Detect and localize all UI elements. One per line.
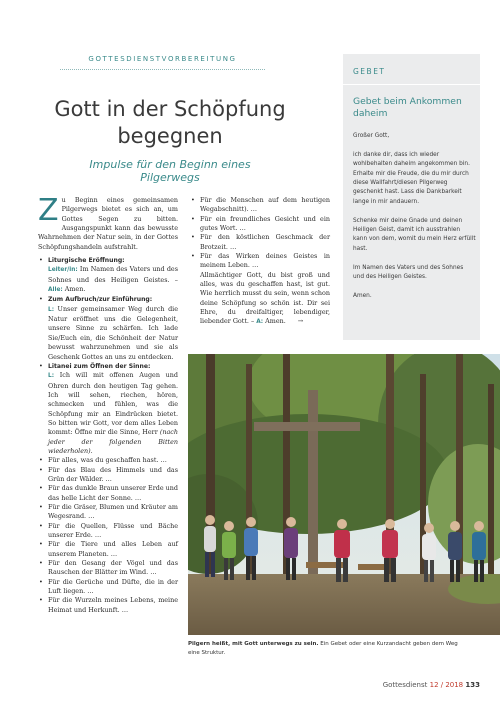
- intro-text: u Beginn eines gemeinsamen Pilgerwegs bietet es sich an, um Gottes Segen zu bitten. Ausgangspunkt kann das bewusste Wahrnehmen der Natur sein, in der Gottes Schöpfungshandeln aufstrahlt.: [38, 196, 178, 251]
- continue-arrow-icon: →: [297, 317, 304, 326]
- bullet-text: Für die Quellen, Flüsse und Bäche unserer Erde. …: [48, 521, 178, 540]
- list-item: • Für die Menschen auf dem heutigen Wegabschnitt). …: [191, 196, 330, 214]
- prayer-paragraph: Schenke mir deine Gnade und deinen Heiligen Geist, damit ich ausstrahlen kann von dem, womit du mein Herz erfüllt hast.: [353, 217, 476, 252]
- list-item: • Litanei zum Öffnen der Sinne: L: Ich will mit offenen Augen und Ohren durch den heutigen Tag gehen. Ich will sehen, riechen, hören, schmecken und fühlen, was die Schöpfung mir an Eindrücken bietet. So bitten wir Gott, vor dem alles Leben kommt: Öffne mir die Sinne, Herr (nach jeder der folgenden Bitten wiederholen).: [39, 361, 178, 455]
- bullet-text: Für die Gräser, Blumen und Kräuter am Wegesrand. …: [48, 503, 178, 521]
- closing-text: Allmächtiger Gott, du bist groß und alles, was du geschaffen hast, ist gut. Wie herrlich musst du sein, wenn schon deine Schöpfung so schön ist. Dir sei Ehre, du dreifaltiger, lebendiger, liebender Gott. –: [200, 270, 330, 326]
- bullet-text: Für ein freundliches Gesicht und ein gutes Wort. …: [200, 214, 330, 233]
- bullet-text: Für das dunkle Braun unserer Erde und das helle Licht der Sonne. …: [48, 484, 178, 502]
- article-title: [45, 96, 295, 150]
- bullet-text: Für den Gesang der Vögel und das Rauschen der Blätter im Wind. …: [48, 559, 178, 577]
- list-item: • Für ein freundliches Gesicht und ein gutes Wort. …: [191, 214, 330, 233]
- issue-number: 12 / 2018: [429, 681, 464, 689]
- prayer-paragraph: Großer Gott,: [353, 133, 390, 139]
- list-item: • Für die Quellen, Flüsse und Bäche unserer Erde. …: [39, 521, 178, 540]
- list-item: • Liturgische Eröffnung: Leiter/in: Im Namen des Vaters und des Sohnes und des Heiligen Geistes. – Alle: Amen.: [39, 256, 178, 294]
- drop-cap: Z: [38, 193, 59, 228]
- page-footer: [370, 681, 480, 689]
- bullet-text: Für die Tiere und alles Leben auf unserem Planeten. …: [48, 540, 178, 558]
- bullet-text: Für das Blau des Himmels und das Grün der Wälder. …: [48, 465, 178, 483]
- list-item: • Für den köstlichen Geschmack der Brotzeit. …: [191, 233, 330, 251]
- prayer-paragraph: Amen.: [353, 292, 372, 299]
- caption-bold: Pilgern heißt, mit Gott unterwegs zu sein.: [188, 641, 319, 647]
- list-item: • Für das Wirken deines Geistes in meinem Leben. …: [191, 252, 330, 270]
- item-heading: Liturgische Eröffnung:: [48, 257, 125, 265]
- item-italic-note: (nach jeder der folgenden Bitten wiederholen).: [48, 428, 178, 455]
- list-item: • Für die Gerüche und Düfte, die in der Luft liegen. …: [39, 577, 178, 596]
- item-heading: Zum Aufbruch/zur Einführung:: [48, 296, 153, 304]
- bullet-text: Für die Menschen auf dem heutigen Wegabschnitt). …: [200, 196, 330, 214]
- list-item: • Für alles, was du geschaffen hast. …: [39, 456, 167, 465]
- prayer-paragraph: ich danke dir, dass ich wieder wohlbehalten daheim angekommen bin. Erhalte mir die Freude, die du mir durch diese Wallfahrt/diesen Pilgerweg geschenkt hast. Lass die Dankbarkeit lange in mir andauern.: [353, 151, 470, 205]
- item-text: Unser gemeinsamer Weg durch die Natur eröffnet uns die Gelegenheit, unsere Sinne zu schärfen. Ich lade Sie/Euch ein, die Schönheit der Natur bewusst wahrzunehmen und sie als Geschenk Gottes an uns zu entdecken.: [48, 304, 178, 361]
- item-text: Ich will mit offenen Augen und Ohren durch den heutigen Tag gehen. Ich will sehen, riechen, hören, schmecken und fühlen, was die Schöpfung mir an Eindrücken bietet. So bitten wir Gott, vor dem alles Leben kommt: Öffne mir die Sinne, Herr: [48, 371, 178, 437]
- role-label: L:: [48, 373, 55, 380]
- closing-prayer: [190, 271, 330, 328]
- article-subtitle: Impulse für den Beginn eines Pilgerwegs: [89, 158, 251, 184]
- pilgrim-group-photo: [188, 354, 500, 635]
- list-item: • Für die Wurzeln meines Lebens, meine Heimat und Herkunft. …: [39, 596, 178, 614]
- item-text: Im Namen des Vaters und des Sohnes und des Heiligen Geistes. –: [48, 265, 178, 284]
- bullet-text: Für die Wurzeln meines Lebens, meine Heimat und Herkunft. …: [48, 596, 178, 614]
- title-line-2: begegnen: [117, 124, 223, 148]
- text-column-2: [190, 196, 330, 328]
- item-heading: Litanei zum Öffnen der Sinne:: [48, 362, 151, 370]
- list-item: • Für die Tiere und alles Leben auf unserem Planeten. …: [39, 540, 178, 558]
- prayer-title: Gebet beim Ankommen daheim: [353, 96, 462, 119]
- bullet-text: Für alles, was du geschaffen hast. …: [48, 456, 167, 465]
- list-item: • Für die Gräser, Blumen und Kräuter am Wegesrand. …: [39, 503, 178, 521]
- section-label: GOTTESDIENSTVORBEREITUNG: [88, 55, 237, 63]
- text-column-1: [38, 193, 178, 615]
- role-label: L:: [48, 306, 55, 313]
- list-item: • Für den Gesang der Vögel und das Rauschen der Blätter im Wind. …: [39, 559, 178, 577]
- photo-caption: [188, 640, 458, 657]
- prayer-text: [353, 132, 476, 311]
- bullet-text: Für den köstlichen Geschmack der Brotzeit. …: [200, 233, 330, 251]
- bullet-text: Für das Wirken deines Geistes in meinem Leben. …: [200, 252, 330, 270]
- list-item: • Zum Aufbruch/zur Einführung: L: Unser gemeinsamer Weg durch die Natur eröffnet uns die Gelegenheit, unsere Sinne zu schärfen. Ich lade Sie/Euch ein, die Schönheit der Natur bewusst wahrzunehmen und sie als Geschenk Gottes an uns zu entdecken.: [39, 295, 178, 361]
- intro-paragraph: [38, 193, 178, 252]
- page-number: 133: [465, 681, 480, 689]
- list-item: • Für das Blau des Himmels und das Grün der Wälder. …: [39, 465, 178, 483]
- item-text: Amen.: [62, 285, 86, 294]
- prayer-paragraph: Im Namen des Vaters und des Sohnes und des Heiligen Geistes.: [353, 264, 464, 281]
- prayer-box-label: GEBET: [353, 67, 386, 76]
- section-divider: [60, 69, 265, 70]
- closing-end: Amen.: [263, 317, 286, 326]
- role-label: A:: [256, 319, 264, 326]
- role-label: Leiter/in:: [48, 267, 78, 274]
- bullet-text: Für die Gerüche und Düfte, die in der Luft liegen. …: [48, 577, 178, 596]
- prayer-box-divider: [343, 84, 480, 85]
- title-line-1: Gott in der Schöpfung: [54, 97, 286, 121]
- caption-text: Ein Gebet oder eine Kurzandacht geben dem Weg eine Struktur.: [188, 641, 458, 656]
- magazine-name: Gottesdienst: [382, 681, 428, 689]
- list-item: • Für das dunkle Braun unserer Erde und das helle Licht der Sonne. …: [39, 484, 178, 502]
- role-label: Alle:: [48, 287, 63, 294]
